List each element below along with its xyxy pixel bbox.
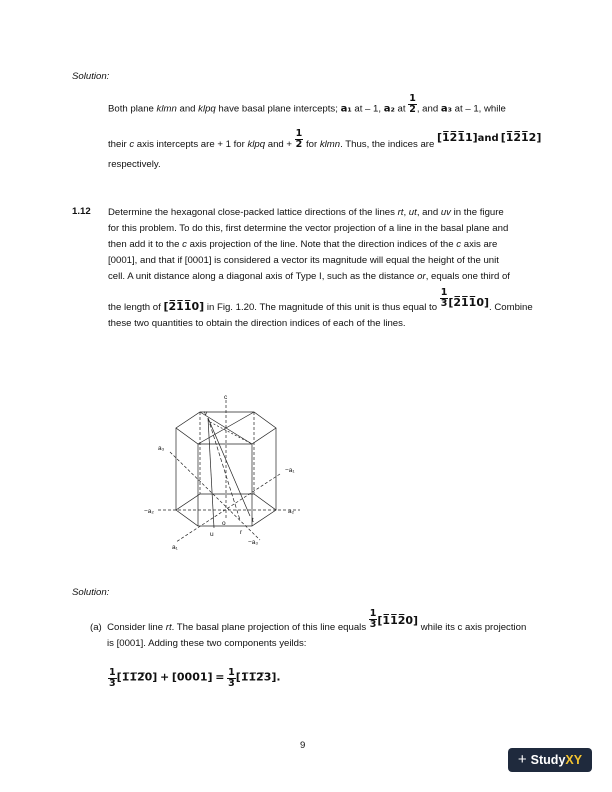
label-t: t [252, 517, 254, 524]
fraction-half: $\frac{1}{2}$ [409, 93, 416, 115]
text: at – 1, [351, 103, 384, 115]
label-o: o [222, 520, 226, 527]
direction-index: [1̅1̅2̅0] [377, 614, 419, 627]
plane-klmn: klmn [319, 139, 341, 150]
axis-a1: a₁ [340, 103, 352, 115]
label-neg-a2: −a₂ [144, 508, 154, 515]
text: . Thus, the indices are [340, 139, 437, 150]
hcp-diagram [140, 392, 310, 552]
label-u: u [210, 531, 214, 538]
studyxy-badge[interactable] [508, 748, 592, 772]
solution-label: Solution: [72, 587, 110, 598]
problem-text: Determine the hexagonal close-packed lattice directions of the lines rt, ut, and uv in the figure for this problem. To do this, first determine the vector projection of a line in the basal plane and then add it to the c axis projection of the line. Note that the direction indices of the c axis are [0001], and that if [0001] is considered a vector its magnitude will equal the height of the unit cell. A unit distance along a diagonal axis of Type I, such as the distance or, equals one third of the length of [2̅1̅1̅0] in Fig. 1.20. The magnitude of this unit is thus equal to $\frac{1}{3}$ [2̅1̅1̅0]. Combine these two quantities to obtain the direction indices of each of the lines. [108, 207, 533, 329]
label-a1: a₁ [172, 544, 178, 551]
equation: $\frac{1}{3}$ [1̅1̅2̅0] + [0001] = $\frac{1}{3}$ [1̅1̅2̅3]. [109, 667, 281, 689]
part-a: (a) Consider line rt. The basal plane projection of this line equals $\frac{1}{3}$ [1̅1̅2̅0] while its c axis projection is [0001]. Adding these two components yeilds: [90, 608, 527, 649]
text-and: and [477, 133, 499, 144]
label-c: c [224, 394, 228, 401]
part-label: (a) [90, 622, 102, 633]
label-v: v [204, 410, 208, 417]
fraction-half: $\frac{1}{2}$ [295, 128, 303, 150]
text: at [394, 103, 409, 115]
text: at – 1, while [451, 103, 506, 115]
page-number: 9 [300, 740, 306, 751]
plane-klmn: klmn [156, 103, 177, 115]
text: Both plane [108, 103, 157, 115]
fraction-third: $\frac{1}{3}$ [440, 287, 448, 309]
text: respectively. [108, 159, 161, 170]
text: and + [265, 139, 295, 150]
label-a2: a₂ [288, 508, 295, 515]
fraction-third: $\frac{1}{3}$ [369, 608, 377, 630]
text: , and [416, 103, 441, 115]
direction-index: [2̅1̅1̅0] [163, 300, 205, 313]
brand-text: Study [530, 752, 566, 767]
problem-number: 1.12 [72, 206, 91, 217]
text: for [303, 139, 320, 150]
axis-a2: a₂ [383, 103, 395, 115]
text: and [176, 103, 199, 115]
text: their [108, 139, 130, 150]
fraction-third: $\frac{1}{3}$ [228, 667, 235, 689]
direction-index: [1̅2̅1̅1] [436, 131, 478, 144]
text: have basal plane intercepts; [215, 103, 341, 115]
solution-label: Solution: [72, 71, 110, 82]
label-neg-a1: −a₁ [285, 467, 295, 474]
fraction-third: $\frac{1}{3}$ [109, 667, 116, 689]
label-neg-a3: −a₃ [248, 539, 259, 546]
text: axis intercepts are + 1 for [134, 139, 248, 150]
direction-index: [2̅1̅1̅0] [448, 296, 489, 309]
plane-klpq: klpq [247, 139, 266, 150]
c-axis: c [129, 139, 135, 150]
label-a3: a₃ [158, 445, 165, 452]
direction-index: [1̅2̅1̅2] [500, 131, 542, 144]
axis-a3: a₃ [440, 103, 452, 115]
brand-xy: XY [565, 752, 583, 767]
plus-icon: + [517, 750, 527, 768]
hcp-unit-cell-figure [140, 392, 310, 552]
solution-paragraph [108, 93, 544, 170]
plane-klpq: klpq [198, 103, 216, 115]
label-r: r [240, 529, 243, 536]
